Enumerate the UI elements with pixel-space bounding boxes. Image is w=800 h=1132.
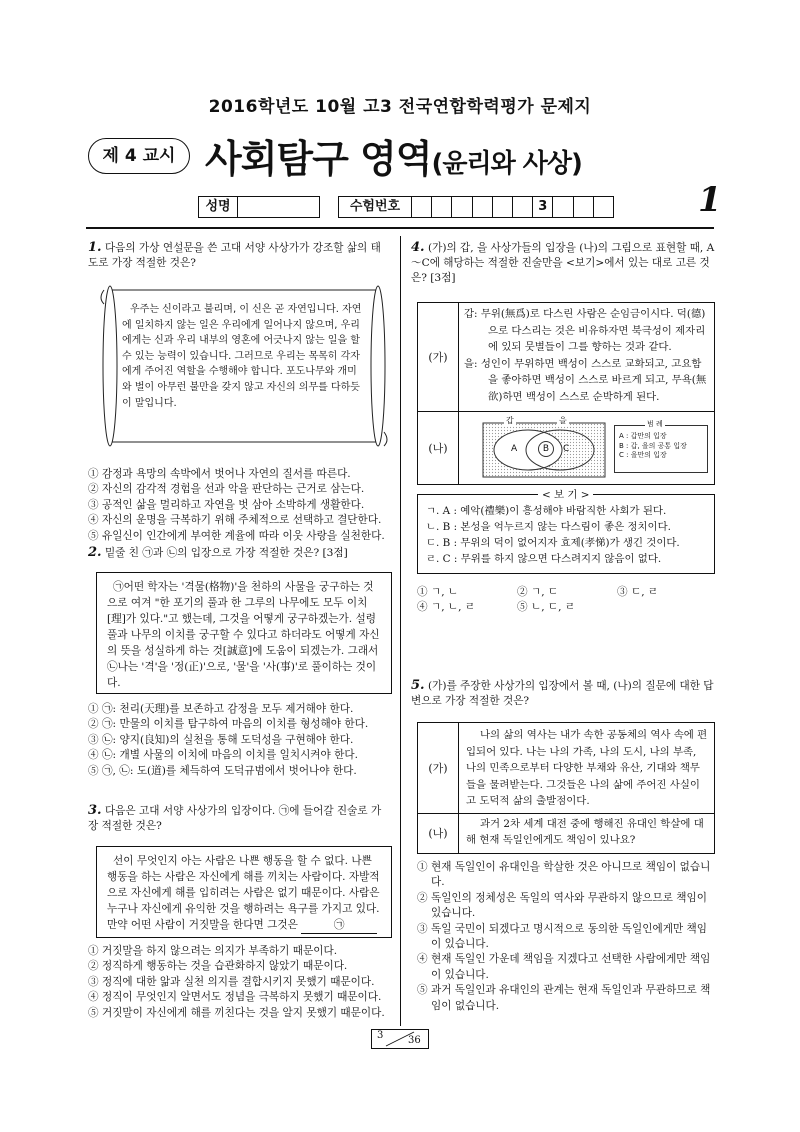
option-5[interactable]: ⑤ 거짓말이 자신에게 해를 끼친다는 것을 알지 못했기 때문이다. [88,1006,385,1019]
bogi-item: ㄹ. C : 무위를 하지 않으면 다스려지지 않음이 없다. [426,553,662,565]
venn-region-c: C [563,444,570,454]
q3-blank: ㉠ [301,917,377,934]
q2-options [88,702,393,779]
legend-item: B : 갑, 을의 공통 입장 [619,441,687,450]
q4-label-ga: (가) [418,303,459,411]
venn-region-a: A [511,444,518,454]
q2-number: 2. [88,545,102,560]
option-1[interactable]: ① ㄱ, ㄴ [417,586,459,598]
q3-stem-text: 다음은 고대 서양 사상가의 입장이다. ㉠에 들어갈 진술로 가장 적절한 것은? [88,805,382,832]
q4-bogi-box [417,489,715,574]
venn-legend [614,420,708,473]
q1-number: 1. [88,240,102,255]
exam-number-cell [452,197,472,217]
exam-number-cell [513,197,533,217]
exam-title: 2016학년도 10월 고3 전국연합학력평가 문제지 [208,97,592,117]
q4-passage-gap: 갑: 무위(無爲)로 다스린 사람은 순임금이시다. 덕(德)으로 다스리는 것은 비유하자면 북극성이 제자리에 있되 뭇별들이 그를 향하는 것과 같다. [464,308,706,353]
option-2[interactable]: ② ㉠: 만물의 이치를 탐구하여 마음의 이치를 형성해야 한다. [88,718,369,731]
option-5[interactable]: ⑤ ㉠, ㉡: 도(道)를 체득하여 도덕규범에서 벗어나야 한다. [88,764,357,777]
venn-label-eul: 을 [559,416,567,425]
header-rule [86,227,714,229]
option-4[interactable]: ④ ㉡: 개별 사물의 이치에 마음의 이치를 일치시켜야 한다. [88,749,358,762]
q5-label-ga: (가) [418,723,459,813]
exam-number-cell [594,197,613,217]
venn-region-b: B [538,441,554,457]
q4-passage-ga [464,306,708,405]
q5-passage-na: 과거 2차 세계 대전 중에 행해진 유대인 학살에 대해 현재 독일인에게도 책임이 있나요? [466,818,704,846]
exam-number-cell [412,197,432,217]
footer-page-indicator [371,1029,429,1049]
subject-sub: (윤리와 사상) [431,149,582,179]
exam-number-cell [432,197,452,217]
option-4[interactable]: ④ ㄱ, ㄴ, ㄹ [417,601,476,614]
q4-table [417,302,715,485]
q4-passage-eul: 을: 성인이 무위하면 백성이 스스로 교화되고, 고요함을 좋아하면 백성이 스스로 바르게 되고, 무욕(無欲)하면 백성이 스스로 순박하게 된다. [464,357,707,403]
exam-number-cell [553,197,573,217]
option-3[interactable]: ③ ㉡: 양지(良知)의 실천을 통해 도덕성을 구현해야 한다. [88,733,354,746]
option-5[interactable]: ⑤ ㄴ, ㄷ, ㄹ [517,601,576,614]
q5-table [417,722,715,854]
exam-number-cell: 3 [533,197,553,217]
option-2[interactable]: ② 정직하게 행동하는 것을 습관화하지 않았기 때문이다. [88,960,348,973]
period-badge: 제 4 교시 [88,138,190,174]
option-2[interactable]: ② 독일인의 정체성은 독일의 역사와 무관하지 않으므로 책임이 있습니다. [417,891,708,920]
venn-label-gap: 갑 [506,416,514,425]
option-1[interactable]: ① 감정과 욕망의 속박에서 벗어나 자연의 질서를 따른다. [88,468,351,480]
option-3[interactable]: ③ 독일 국민이 되겠다고 명시적으로 동의한 독일인에게만 책임이 있습니다. [417,922,708,951]
option-3[interactable]: ③ 정직에 대한 앎과 실천 의지를 결합시키지 못했기 때문이다. [88,975,375,988]
bogi-item: ㄱ. A : 예악(禮樂)이 흥성해야 바람직한 사회가 된다. [426,505,667,517]
q2-stem [88,545,388,561]
q1-passage: 우주는 신이라고 불리며, 이 신은 곧 자연입니다. 자연에 일치하지 않는 일은 우리에게 일어나지 않으며, 우리에게는 신과 우리 내부의 영혼에 어긋나지 않는 일을 할 수 있는 능력이 있습니다. 그러므로 우리는 목목히 각자에게 주어진 역할을 수행해야 합니다. 포도나무와 개미와 벌이 아무런 불만을 갖지 않고 자신의 의무를 다하듯이 말입니다. [122,304,362,409]
option-1[interactable]: ① 거짓말을 하지 않으려는 의지가 부족하기 때문이다. [88,945,338,957]
option-1[interactable]: ① 현재 독일인이 유대인을 학살한 것은 아니므로 책임이 없습니다. [417,861,711,889]
q3-stem [88,803,388,834]
option-4[interactable]: ④ 자신의 운명을 극복하기 위해 주체적으로 선택하고 결단한다. [88,514,382,527]
option-3[interactable]: ③ 공적인 삶을 멀리하고 자연을 벗 삼아 소박하게 생활한다. [88,498,365,511]
option-2[interactable]: ② ㄱ, ㄷ [517,586,559,598]
option-5[interactable]: ⑤ 과거 독일인과 유대인의 관계는 현재 독일인과 무관하므로 책임이 없습니다. [417,984,711,1012]
name-box [198,196,320,218]
q5-passage-ga: 나의 삶의 역사는 내가 속한 공동체의 역사 속에 편입되어 있다. 나는 나의 가족, 나의 도시, 나의 부족, 나의 민족으로부터 다양한 부채와 유산, 기대와 책무들을 물려받는다. 그것들은 나의 삶에 주어진 사실이고 도덕적 삶의 출발점이다. [466,729,708,807]
name-field [238,197,319,217]
exam-number-label: 수험번호 [339,197,412,217]
exam-number-box [338,196,614,218]
q4-label-na: (나) [418,411,459,484]
q5-number: 5. [411,678,425,693]
bogi-item: ㄴ. B : 본성을 억누르지 않는 다스림이 좋은 정치이다. [426,521,671,533]
footer-current-page: 3 [377,1030,384,1041]
q5-options [417,860,717,1014]
subject-title [205,128,582,183]
exam-number-cell [473,197,493,217]
q2-stem-text: 밑줄 친 ㉠과 ㉡의 입장으로 가장 적절한 것은? [3점] [104,547,348,559]
q3-options [88,944,393,1021]
subject-main: 사회탐구 영역 [205,137,432,181]
legend-title: 범 례 [647,420,663,428]
q5-label-na: (나) [418,813,459,853]
q4-stem [411,240,716,286]
legend-item: C : 을만의 입장 [619,451,667,459]
q1-scroll [96,282,392,454]
q5-stem [411,678,716,709]
q1-stem-text: 다음의 가상 연설문을 쓴 고대 서양 사상가가 강조할 삶의 태도로 가장 적절한 것은? [88,242,381,269]
q1-stem [88,240,388,271]
q1-options [88,467,393,544]
column-divider [400,236,401,1026]
row-divider [418,813,714,814]
name-label: 성명 [199,197,238,217]
exam-number-cell [493,197,513,217]
option-4[interactable]: ④ 현재 독일인 가운데 책임을 지겠다고 선택한 사람에게만 책임이 있습니다. [417,953,711,981]
bogi-title: < 보 기 > [538,487,593,503]
page-number: 1 [698,180,722,220]
option-1[interactable]: ① ㉠: 천리(天理)를 보존하고 감정을 모두 제거해야 한다. [88,703,354,715]
q3-passage-text: 선이 무엇인지 아는 사람은 나쁜 행동을 할 수 없다. 나쁜 행동을 하는 사람은 자신에게 해를 끼치는 사람이다. 자발적으로 자신에게 해를 입히려는 사람은 없기 때문이다. 사람은 누구나 자신에게 유익한 것을 행하려는 욕구를 가지고 있다. 만약 어떤 사람이 거짓말을 한다면 그것은 [107,855,380,931]
option-3[interactable]: ③ ㄷ, ㄹ [617,586,659,598]
q3-number: 3. [88,803,102,818]
option-5[interactable]: ⑤ 유일신이 인간에게 부여한 계율에 따라 이웃 사랑을 실천한다. [88,529,385,542]
q2-passage: ㉠어떤 학자는 '격물(格物)'을 천하의 사물을 궁구하는 것으로 여겨 "한 포기의 풀과 한 그루의 나무에도 모두 이치[理]가 있다."고 했는데, 그것을 어떻게 궁구하겠는가. 설령 풀과 나무의 이치를 궁구할 수 있다고 하더라도 어떻게 자신의 뜻을 성실하게 하는 것[誠意]에 도움이 되겠는가. 그래서 ㉡나는 '격'을 '정(正)'으로, '물'을 '사(事)'로 풀이하는 것이다. [96,572,392,694]
footer-total-pages: 36 [408,1035,421,1046]
option-4[interactable]: ④ 정직이 무엇인지 알면서도 정념을 극복하지 못했기 때문이다. [88,991,382,1004]
row-divider [418,411,714,412]
bogi-item: ㄷ. B : 무위의 덕이 없어지자 효제(孝悌)가 생긴 것이다. [426,537,680,549]
option-2[interactable]: ② 자신의 감각적 경험을 선과 악을 판단하는 근거로 삼는다. [88,483,365,496]
q4-number: 4. [411,240,425,255]
q4-options [417,585,717,616]
q3-passage [96,846,392,938]
q4-stem-text: (가)의 갑, 을 사상가들의 입장을 (나)의 그림으로 표현할 때, A～C에 해당하는 적절한 진술만을 <보기>에서 있는 대로 고른 것은? [3점] [411,242,715,284]
exam-number-cell [574,197,594,217]
q5-stem-text: (가)를 주장한 사상가의 입장에서 볼 때, (나)의 질문에 대한 답변으로 가장 적절한 것은? [411,680,714,707]
legend-item: A : 갑만의 입장 [619,432,667,440]
